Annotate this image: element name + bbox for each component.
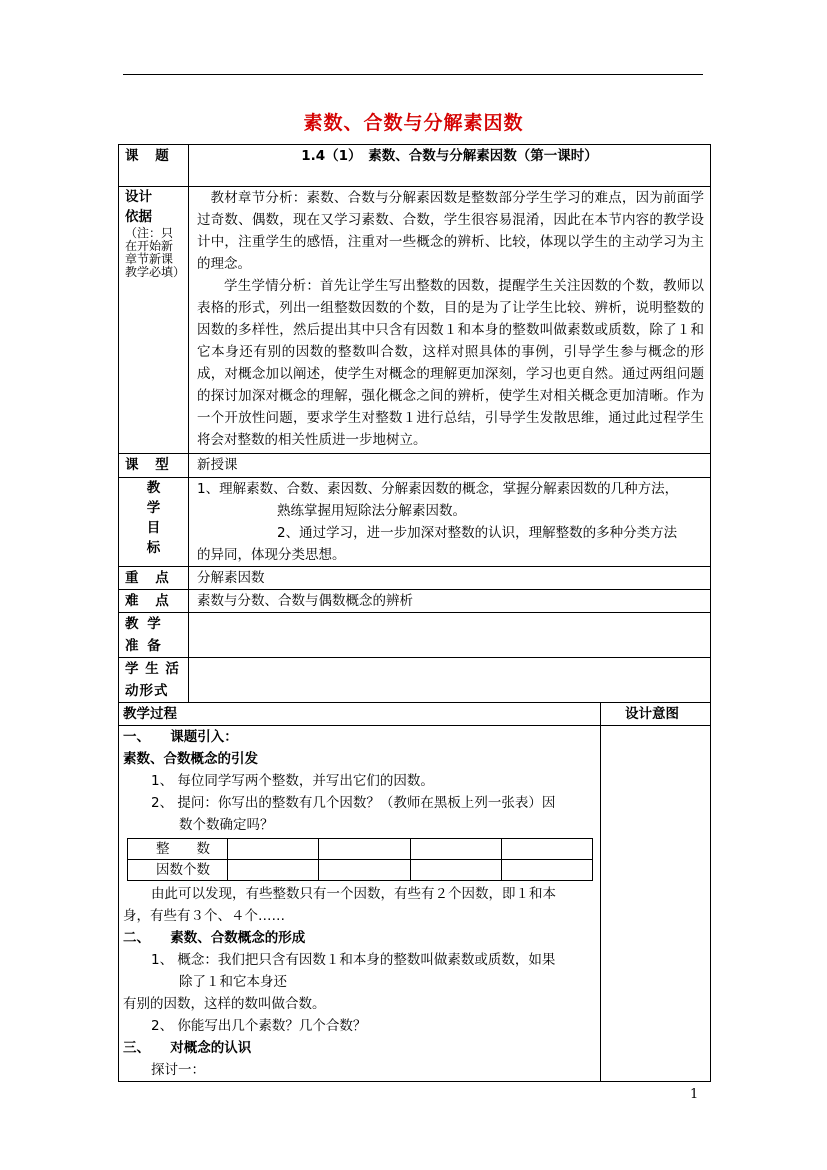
section1-item2b: 数个数确定吗？ — [179, 817, 274, 833]
design-intent-content — [601, 726, 711, 1082]
row-process-header — [119, 703, 711, 726]
student-analysis: 学生学情分析：首先让学生写出整数的因数，提醒学生关注因数的个数，教师以表格的形式，列出一组整数因数的个数，目的是为了让学生比较、辨析，说明整数的因数的多样性，然后提出其中只含有因数１和本身的整数叫做素数或质数，除了１和它本身还有别的因数的整数叫合数，这样对照具体的事例，引导学生参与概念的形成，对概念加以阐述，使学生对概念的理解更加深刻，学习也更自然。通过两组问题的探讨加深对概念的理解，强化概念之间的辨析，使学生对相关概念更加清晰。作为一个开放性问题，要求学生对整数１进行总结，引导学生发散思维，通过此过程学生将会对整数的相关性质进一步地树立。 — [197, 278, 704, 448]
section2-item1a: 1、 概念：我们把只含有因数１和本身的整数叫做素数或质数，如果 — [151, 952, 556, 968]
header-rule — [123, 74, 703, 75]
label-basis-note: （注：只在开始新章节新课教学必填） — [125, 226, 186, 279]
label-basis-line1: 设计 — [125, 189, 152, 205]
label-teaching-goals — [119, 478, 189, 567]
label-basis-line2: 依据 — [125, 209, 152, 225]
factor-table-label-integer: 整 数 — [128, 839, 228, 860]
textbook-analysis: 教材章节分析：素数、合数与分解素因数是整数部分学生学习的难点，因为前面学过奇数、偶数，现在又学习素数、合数，学生很容易混淆，因此在本节内容的教学设计中，注重学生的感悟，注重对一些概念的辨析、比较，体现以学生的主动学习为主的理念。 — [197, 190, 704, 272]
factor-table-cell — [228, 860, 319, 881]
lesson-plan-table — [118, 144, 711, 1082]
factor-table-row-integer — [128, 839, 593, 860]
row-design-basis — [119, 187, 711, 454]
section1-subtitle: 素数、合数概念的引发 — [123, 751, 258, 767]
design-intent-header: 设计意图 — [601, 703, 711, 726]
design-basis-content — [189, 187, 711, 454]
row-topic — [119, 145, 711, 187]
process-content — [119, 726, 601, 1082]
process-header: 教学过程 — [119, 703, 601, 726]
factor-table-cell — [410, 839, 501, 860]
label-goal-char-3: 目 — [146, 520, 161, 536]
lesson-type-value: 新授课 — [189, 454, 711, 478]
label-activity-line1: 学 生 活 — [125, 661, 180, 677]
label-activity-line2: 动形式 — [125, 683, 169, 699]
section1-item1: 1、 每位同学写两个整数，并写出它们的因数。 — [151, 773, 434, 789]
row-preparation — [119, 613, 711, 658]
row-teaching-goals — [119, 478, 711, 567]
factor-table-cell — [501, 860, 592, 881]
row-key-point — [119, 567, 711, 590]
section2-item2: 2、 你能写出几个素数？几个合数？ — [151, 1018, 367, 1034]
label-activity-form — [119, 658, 189, 703]
factor-table-cell — [319, 839, 410, 860]
label-prep-line1: 教 学 — [125, 616, 163, 632]
row-lesson-type — [119, 454, 711, 478]
label-goal-char-1: 教 — [146, 480, 161, 496]
goal-line-3: 2、通过学习，进一步加深对整数的认识，理解整数的多种分类方法 — [277, 525, 678, 541]
factor-table-cell — [228, 839, 319, 860]
factor-table-cell — [501, 839, 592, 860]
factor-table-cell — [410, 860, 501, 881]
section2-title: 二、 素数、合数概念的形成 — [123, 930, 306, 946]
row-activity-form — [119, 658, 711, 703]
key-point-value: 分解素因数 — [189, 567, 711, 590]
label-design-basis — [119, 187, 189, 454]
teaching-goals-content — [189, 478, 711, 567]
label-difficulty: 难 点 — [119, 590, 189, 613]
section3-item1: 探讨一： — [151, 1062, 205, 1078]
page-number: 1 — [690, 1087, 699, 1102]
preparation-value — [189, 613, 711, 658]
factor-count-table — [127, 838, 593, 881]
section2-item1c: 有别的因数，这样的数叫做合数。 — [123, 996, 326, 1012]
section1-conclusion-b: 身，有些有３个、４个…… — [123, 908, 285, 924]
row-difficulty — [119, 590, 711, 613]
section2-item1b: 除了１和它本身还 — [179, 974, 287, 990]
label-key-point: 重 点 — [119, 567, 189, 590]
goal-line-4: 的异同，体现分类思想。 — [197, 547, 346, 563]
section3-title: 三、 对概念的认识 — [123, 1040, 252, 1056]
factor-table-cell — [319, 860, 410, 881]
label-goal-char-2: 学 — [146, 500, 161, 516]
section1-conclusion-a: 由此可以发现，有些整数只有一个因数，有些有２个因数，即１和本 — [151, 886, 556, 902]
label-prep-line2: 准 备 — [125, 638, 163, 654]
row-process-body — [119, 726, 711, 1082]
label-topic: 课 题 — [119, 145, 189, 187]
label-preparation — [119, 613, 189, 658]
difficulty-value: 素数与分数、合数与偶数概念的辨析 — [189, 590, 711, 613]
activity-form-value — [189, 658, 711, 703]
goal-line-1: 1、理解素数、合数、素因数、分解素因数的概念，掌握分解素因数的几种方法， — [197, 481, 679, 497]
label-lesson-type: 课 型 — [119, 454, 189, 478]
section1-item2a: 2、 提问：你写出的整数有几个因数？（教师在黑板上列一张表）因 — [151, 795, 556, 811]
document-title: 素数、合数与分解素因数 — [303, 112, 524, 134]
factor-table-label-count: 因数个数 — [128, 860, 228, 881]
goal-line-2: 熟练掌握用短除法分解素因数。 — [277, 503, 466, 519]
topic-value: 1.4（1） 素数、合数与分解素因数（第一课时） — [189, 145, 711, 187]
label-goal-char-4: 标 — [146, 540, 161, 556]
factor-table-row-count — [128, 860, 593, 881]
section1-title: 一、 课题引入： — [123, 729, 238, 745]
